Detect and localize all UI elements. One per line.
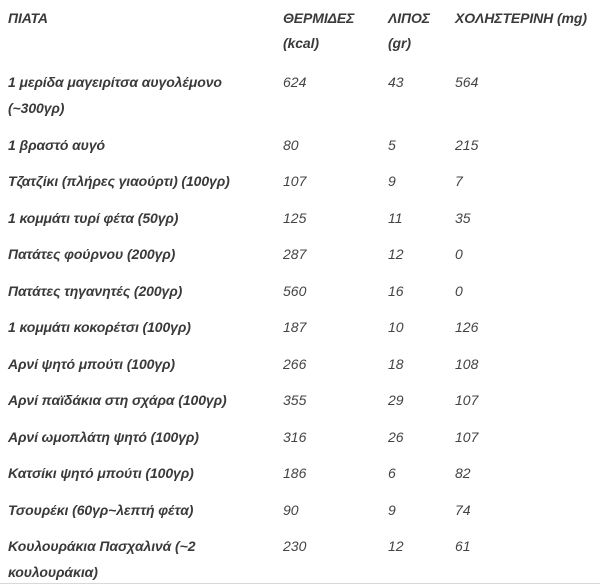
- cholesterol-cell: 0: [455, 246, 463, 262]
- calories-cell: 186: [283, 465, 307, 481]
- calories-cell: 125: [283, 209, 307, 226]
- column-header-calories-unit: (kcal): [283, 35, 319, 51]
- cholesterol-cell: 107: [455, 392, 479, 408]
- dish-cell: Αρνί ωμοπλάτη ψητό (100γρ): [8, 428, 199, 445]
- column-header-fat-unit: (gr): [388, 35, 411, 51]
- table-row: [8, 533, 592, 585]
- column-header-fat-label: ΛΙΠΟΣ: [388, 10, 430, 26]
- dish-cell: Αρνί ψητό μπούτι (100γρ): [8, 355, 175, 372]
- table-row: [8, 205, 592, 231]
- dish-cell: Αρνί παϊδάκια στη σχάρα (100γρ): [8, 392, 227, 408]
- fat-cell: 9: [388, 173, 396, 189]
- table-body: [8, 69, 592, 585]
- dish-cell: 1 κομμάτι κοκορέτσι (100γρ): [8, 319, 191, 335]
- fat-cell: 12: [388, 538, 404, 554]
- dish-cell: Τζατζίκι (πλήρες γιαούρτι) (100γρ): [8, 173, 230, 189]
- fat-cell: 26: [388, 428, 404, 445]
- calories-cell: 355: [283, 392, 307, 408]
- table-header-row: [8, 6, 592, 56]
- table-row: [8, 132, 592, 158]
- calories-cell: 624: [283, 74, 307, 90]
- dish-cell: Πατάτες φούρνου (200γρ): [8, 246, 176, 262]
- table-row: [8, 460, 592, 486]
- dish-cell: 1 βραστό αυγό: [8, 136, 105, 153]
- column-header-calories: [283, 6, 388, 56]
- fat-cell: 29: [388, 392, 404, 408]
- fat-cell: 10: [388, 319, 404, 335]
- cholesterol-cell: 108: [455, 355, 479, 372]
- cholesterol-cell: 107: [455, 428, 479, 445]
- cholesterol-cell: 215: [455, 136, 479, 153]
- table-row: [8, 278, 592, 304]
- table-row: [8, 424, 592, 450]
- fat-cell: 6: [388, 465, 396, 481]
- table-row: [8, 314, 592, 340]
- calories-cell: 107: [283, 173, 307, 189]
- bottom-divider: [0, 583, 600, 584]
- table-row: [8, 241, 592, 267]
- column-header-calories-label: ΘΕΡΜΙΔΕΣ: [283, 10, 355, 26]
- table-row: [8, 69, 592, 121]
- calories-cell: 287: [283, 246, 307, 262]
- cholesterol-cell: 564: [455, 74, 479, 90]
- column-header-cholesterol: [455, 6, 592, 31]
- fat-cell: 18: [388, 355, 404, 372]
- cholesterol-cell: 61: [455, 538, 471, 554]
- dish-cell: Κατσίκι ψητό μπούτι (100γρ): [8, 465, 194, 481]
- dish-cell: Πατάτες τηγανητές (200γρ): [8, 282, 183, 299]
- fat-cell: 11: [388, 209, 403, 226]
- cholesterol-cell: 126: [455, 319, 479, 335]
- column-header-cholesterol-label: ΧΟΛΗΣΤΕΡΙΝΗ (mg): [455, 10, 587, 26]
- dish-cell: Κουλουράκια Πασχαλινά (~2 κουλουράκια): [8, 538, 196, 580]
- cholesterol-cell: 0: [455, 282, 463, 299]
- calories-cell: 90: [283, 501, 299, 518]
- fat-cell: 9: [388, 501, 396, 518]
- calories-cell: 187: [283, 319, 307, 335]
- cholesterol-cell: 74: [455, 501, 471, 518]
- calories-cell: 230: [283, 538, 307, 554]
- cholesterol-cell: 35: [455, 209, 471, 226]
- table-row: [8, 497, 592, 523]
- calories-cell: 560: [283, 282, 307, 299]
- dish-cell: 1 κομμάτι τυρί φέτα (50γρ): [8, 209, 179, 226]
- calories-cell: 266: [283, 355, 307, 372]
- cholesterol-cell: 7: [455, 173, 463, 189]
- column-header-dishes: [8, 6, 283, 31]
- dish-cell: Τσουρέκι (60γρ~λεπτή φέτα): [8, 501, 194, 518]
- table-row: [8, 168, 592, 194]
- fat-cell: 5: [388, 136, 396, 153]
- table-row: [8, 351, 592, 377]
- calories-cell: 316: [283, 428, 307, 445]
- cholesterol-cell: 82: [455, 465, 471, 481]
- column-header-dishes-label: ΠΙΑΤΑ: [8, 10, 48, 26]
- fat-cell: 43: [388, 74, 404, 90]
- dish-cell: 1 μερίδα μαγειρίτσα αυγολέμονο (~300γρ): [8, 74, 222, 116]
- fat-cell: 12: [388, 246, 404, 262]
- fat-cell: 16: [388, 282, 404, 299]
- column-header-fat: [388, 6, 455, 56]
- calories-cell: 80: [283, 136, 299, 153]
- table-row: [8, 387, 592, 413]
